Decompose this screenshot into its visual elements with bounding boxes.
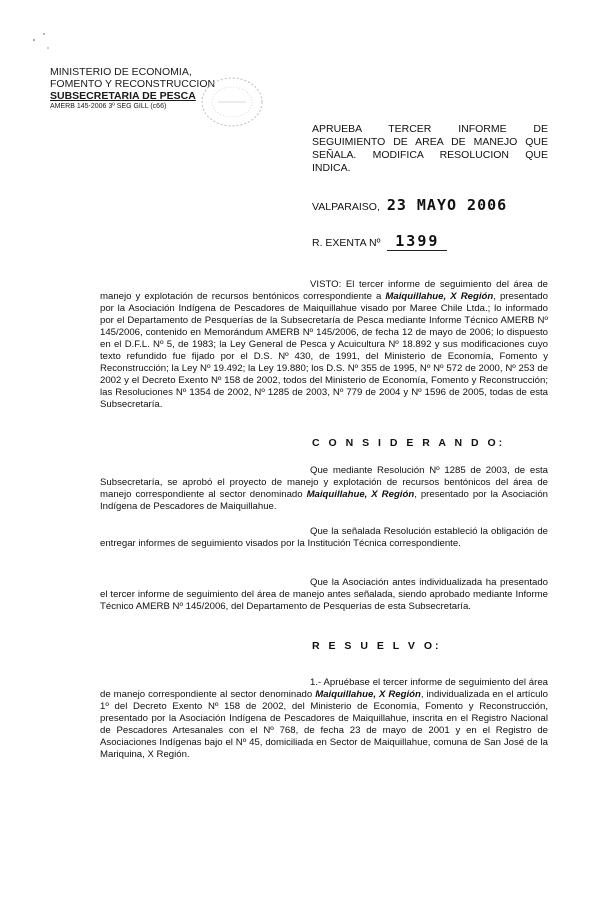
- ministry-line-2: FOMENTO Y RECONSTRUCCION: [50, 78, 216, 90]
- subsecretaria-line: SUBSECRETARIA DE PESCA: [50, 90, 196, 102]
- resuelvo-place: Maiquillahue, X Región: [315, 689, 421, 700]
- resuelvo-heading: R E S U E L V O:: [312, 640, 442, 652]
- visto-place: Maiquillahue, X Región: [385, 291, 494, 302]
- scan-speckles: [30, 28, 60, 58]
- visto-paragraph: VISTO: El tercer informe de seguimiento del área de manejo y explotación de recursos bentónicos correspondiente a Maiquillahue, X Región, presentado por la Asociación Indígena de Pescadores de Maiquillahue visado por Maree Chile Ltda.; lo informado por el Departamento de Pesquerías de la Subsecretaría de Pesca mediante Informe Técnico AMERB Nº 145/2006, contenido en Memorándum AMERB Nº 145/2006, de fecha 12 de mayo de 2006; lo dispuesto en el D.F.L. Nº 5, de 1983; la Ley General de Pesca y Acuicultura Nº 18.892 y sus modificaciones cuyo texto refundido fue fijado por el D.S. Nº 430, de 1991, del Ministerio de Economía, Fomento y Reconstrucción; la Ley Nº 19.492; la Ley 19.880; los D.S. Nº 355 de 1995, Nº Nº 572 de 2000, Nº 253 de 2002 y el Decreto Exento Nº 158 de 2002, todos del Ministerio de Economía, Fomento y Reconstrucción; las Resoluciones Nº 1354 de 2002, Nº 1285 de 2003, Nº 779 de 2004 y Nº 1596 de 2005, todas de esta Subsecretaría.: [100, 279, 548, 410]
- considerando-heading: C O N S I D E R A N D O:: [312, 437, 506, 449]
- considerando-paragraph-1: Que mediante Resolución Nº 1285 de 2003, de esta Subsecretaría, se aprobó el proyecto de manejo y explotación de recursos bentónicos del área de manejo correspondiente al sector denominado Maiquillahue, X Región, presentado por la Asociación Indígena de Pescadores de Maiquillahue.: [100, 465, 548, 512]
- date-stamp: 23 MAYO 2006: [386, 196, 508, 214]
- exenta-number: 1399: [387, 232, 447, 251]
- resolution-number-line: [312, 232, 447, 251]
- faint-stamp: [196, 72, 268, 132]
- considerando-paragraph-2: Que la señalada Resolución estableció la obligación de entregar informes de seguimiento visados por la Institución Técnica correspondiente.: [100, 526, 548, 549]
- exenta-label: R. EXENTA Nº: [312, 237, 381, 249]
- considerando-paragraph-3: Que la Asociación antes individualizada ha presentado el tercer informe de seguimiento del área de manejo antes señalada, siendo aprobado mediante Informe Técnico AMERB Nº 145/2006, del Departamento de Pesquerías de esta Subsecretaría.: [100, 577, 548, 612]
- resuelvo-paragraph-1: 1.- Apruébase el tercer informe de seguimiento del área de manejo correspondiente al sector denominado Maiquillahue, X Región, individualizada en el artículo 1º del Decreto Exento Nº 158 de 2002, del Ministerio de Economía, Fomento y Reconstrucción, presentado por la Asociación Indígena de Pescadores de Maiquillahue, inscrita en el Registro Nacional de Pescadores Artesanales con el Nº 768, de fecha 23 de mayo de 2001 y en el Registro de Asociaciones Indígenas bajo el Nº 45, domiciliada en Sector de Maiquillahue, comuna de San José de la Mariquina, X Región.: [100, 677, 548, 760]
- ministry-line: MINISTERIO DE ECONOMIA,: [50, 66, 192, 78]
- file-reference: AMERB 145-2006 3º SEG GILL (c66): [50, 103, 167, 110]
- considerando-place: Maiquillahue, X Región: [306, 489, 415, 500]
- resolution-subject: APRUEBA TERCER INFORME DE SEGUIMIENTO DE AREA DE MANEJO QUE SEÑALA. MODIFICA RESOLUCION QUE INDICA.: [312, 123, 548, 174]
- letterhead: [50, 66, 215, 111]
- visto-lead: VISTO:: [310, 279, 342, 290]
- date-line: [312, 196, 507, 214]
- date-place: VALPARAISO,: [312, 201, 380, 213]
